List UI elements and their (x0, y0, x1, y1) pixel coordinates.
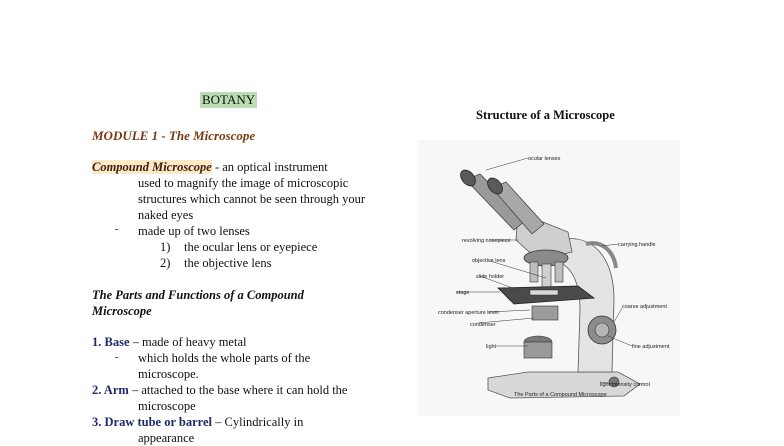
label-fine: fine adjustment (632, 344, 670, 350)
part-sub: appearance (138, 431, 195, 445)
label-objective: objective lens (472, 258, 506, 264)
part-sub: which holds the whole parts of the microscope. (138, 351, 311, 381)
part-item (92, 382, 382, 398)
label-aperture: condenser aperture lever (438, 310, 500, 316)
label-carrying: carrying handle (618, 242, 656, 248)
document-title: BOTANY (202, 92, 256, 107)
microscope-figure (418, 140, 680, 416)
part-item (92, 334, 246, 350)
part-desc: – attached to the base where it can hold the (128, 383, 348, 397)
bullet-glyph: - (115, 224, 119, 235)
condenser-shape (532, 306, 558, 320)
part-desc: – Cylindrically in (212, 415, 304, 429)
compound-bullet: made up of two lenses (138, 224, 250, 238)
label-stage: stage (456, 290, 470, 296)
label-intensity: light intensity control (600, 382, 650, 388)
compound-definition-cont: used to magnify the image of microscopic structures which cannot be seen through your naked eyes (138, 176, 366, 222)
compound-term: Compound Microscope (92, 160, 212, 174)
label-light: light (486, 344, 497, 350)
lens-text: the ocular lens or eyepiece (184, 240, 318, 254)
parts-heading: The Parts and Functions of a Compound Microscope (92, 288, 304, 318)
label-coarse: coarse adjustment (622, 304, 667, 310)
part-term: 3. Draw tube or barrel (92, 415, 213, 429)
label-slide: slide holder (476, 274, 505, 280)
part-item (92, 414, 352, 430)
lens-text: the objective lens (184, 256, 272, 270)
bullet-glyph: - (115, 352, 119, 363)
lens-item (160, 239, 317, 255)
figure-title: Structure of a Microscope (476, 108, 615, 122)
lens-item (160, 255, 271, 271)
compound-definition-first: - an optical instrument (211, 160, 328, 174)
label-ocular: ocular lenses (528, 156, 561, 162)
part-sub: microscope (138, 399, 196, 413)
fine-knob-shape (595, 323, 609, 337)
compound-definition-line (92, 159, 328, 175)
label-revolving: revolving nosepiece (462, 238, 511, 244)
slide-shape (530, 290, 558, 295)
module-heading: MODULE 1 - The Microscope (92, 128, 256, 143)
figure-caption: The Parts of a Compound Microscope (514, 392, 607, 398)
part-desc: – made of heavy metal (129, 335, 247, 349)
lens-number: 2) (160, 256, 171, 270)
part-term: 2. Arm (92, 383, 129, 397)
part-term: 1. Base (92, 335, 130, 349)
label-condenser: condenser (470, 322, 496, 328)
lens-number: 1) (160, 240, 171, 254)
